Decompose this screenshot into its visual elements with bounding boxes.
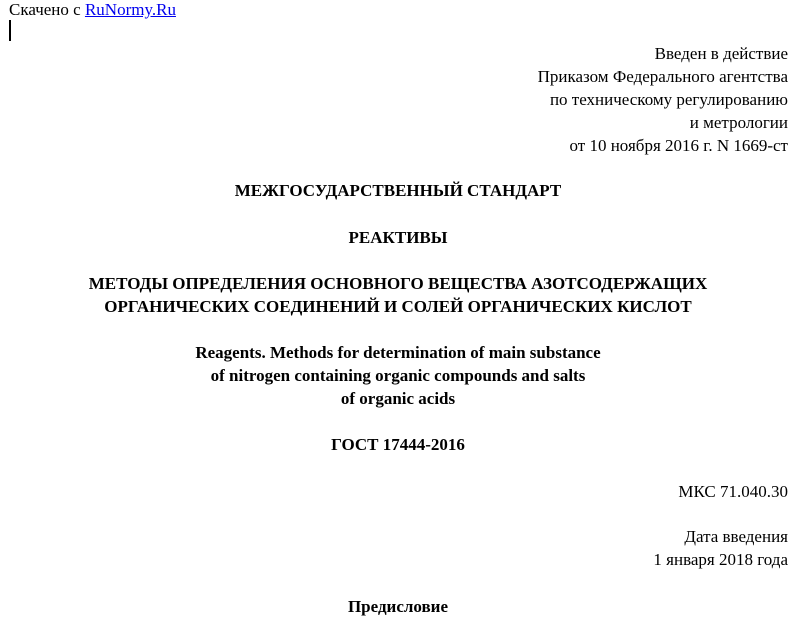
- preface-heading: Предисловие: [347, 597, 449, 616]
- mks-code: МКС 71.040.30: [678, 482, 788, 501]
- introduction-date-label: Дата введения: [684, 527, 788, 546]
- enactment-line-2: Приказом Федерального агентства: [537, 67, 788, 86]
- enactment-block: [538, 42, 788, 157]
- enactment-line-5: от 10 ноября 2016 г. N 1669-ст: [569, 136, 788, 155]
- english-title-line-3: of organic acids: [340, 389, 456, 408]
- gost-number: ГОСТ 17444-2016: [331, 435, 465, 454]
- introduction-date-block: [653, 525, 788, 571]
- standard-type-heading: МЕЖГОСУДАРСТВЕННЫЙ СТАНДАРТ: [234, 181, 562, 200]
- enactment-line-4: и метрологии: [689, 113, 788, 132]
- reagents-title: РЕАКТИВЫ: [348, 228, 448, 247]
- enactment-line-1: Введен в действие: [654, 44, 788, 63]
- text-cursor: [9, 20, 11, 41]
- english-title: [0, 341, 790, 410]
- enactment-line-3: по техническому регулированию: [549, 90, 788, 109]
- download-prefix: Скачено с: [9, 0, 85, 19]
- english-title-line-1: Reagents. Methods for determination of main substance: [195, 343, 601, 362]
- runormy-link[interactable]: RuNormy.Ru: [84, 0, 176, 19]
- download-source-line: [9, 0, 176, 21]
- methods-title-line-2: ОРГАНИЧЕСКИХ СОЕДИНЕНИЙ И СОЛЕЙ ОРГАНИЧЕСКИХ КИСЛОТ: [104, 297, 692, 316]
- methods-title: [0, 272, 790, 318]
- methods-title-line-1: МЕТОДЫ ОПРЕДЕЛЕНИЯ ОСНОВНОГО ВЕЩЕСТВА АЗОТСОДЕРЖАЩИХ: [88, 274, 708, 293]
- english-title-line-2: of nitrogen containing organic compounds and salts: [210, 366, 586, 385]
- introduction-date-value: 1 января 2018 года: [653, 550, 788, 569]
